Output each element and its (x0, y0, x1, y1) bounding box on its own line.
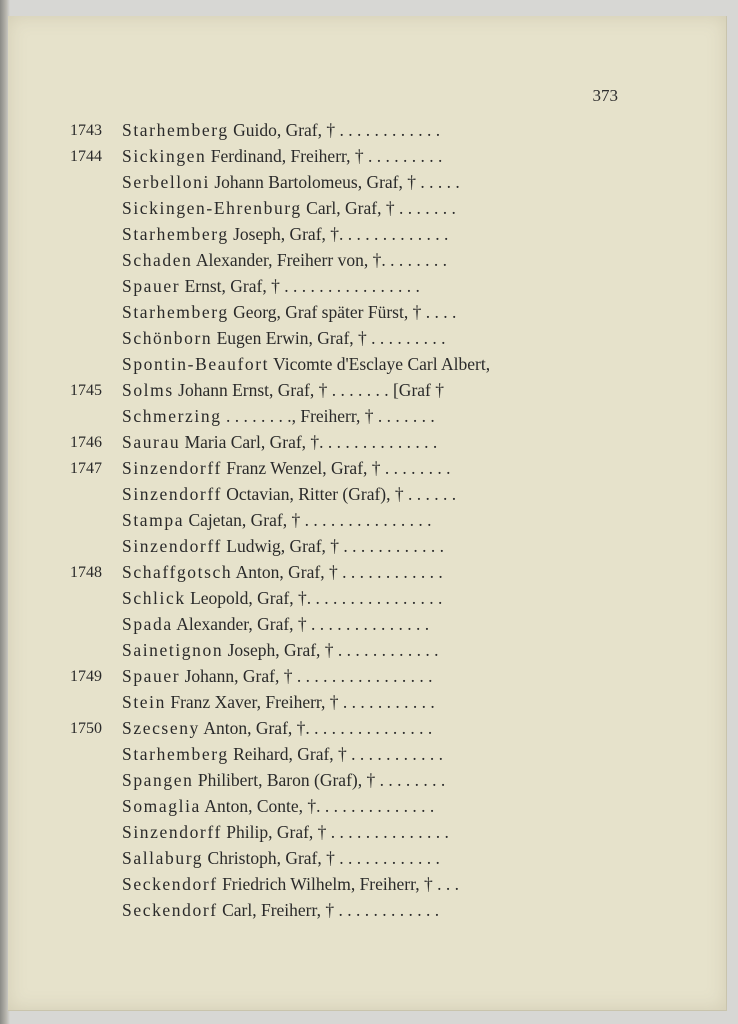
entry-year: 1745 (70, 382, 102, 399)
entry-text (122, 198, 614, 219)
entry-text (122, 380, 614, 401)
entry-text (122, 120, 614, 141)
entry-details: Octavian, Ritter (Graf), † . . . . . . (221, 484, 457, 504)
entry-details: . . . . . . . ., Freiherr, † . . . . . . . (221, 406, 435, 426)
list-item (0, 224, 738, 250)
entry-details: Leopold, Graf, †. . . . . . . . . . . . . . . . (185, 588, 443, 608)
entry-surname: Sinzendorff (122, 458, 222, 478)
list-item (0, 276, 738, 302)
list-item (0, 666, 738, 692)
entry-surname: Starhemberg (122, 224, 229, 244)
list-item (0, 692, 738, 718)
entry-surname: Sallaburg (122, 848, 204, 868)
entry-text (122, 848, 614, 869)
entry-surname: Starhemberg (122, 302, 229, 322)
list-item (0, 614, 738, 640)
list-item (0, 562, 738, 588)
entry-text (122, 484, 614, 505)
list-item (0, 900, 738, 926)
list-item (0, 848, 738, 874)
entry-details: Johann Ernst, Graf, † . . . . . . . [Graf † (173, 380, 444, 400)
entry-text (122, 588, 614, 609)
entry-text (122, 328, 614, 349)
entry-text (122, 432, 614, 453)
entry-surname: Spada (122, 614, 173, 634)
entry-surname: Serbelloni (122, 172, 210, 192)
list-item (0, 250, 738, 276)
entry-details: Philibert, Baron (Graf), † . . . . . . . . (193, 770, 446, 790)
entry-surname: Sickingen-Ehrenburg (122, 198, 302, 218)
entry-year: 1748 (70, 564, 102, 581)
page-number: 373 (592, 86, 618, 105)
entry-year: 1750 (70, 720, 102, 737)
entry-text (122, 666, 614, 687)
entry-year: 1744 (70, 148, 102, 165)
list-item (0, 640, 738, 666)
list-item (0, 510, 738, 536)
entry-details: Maria Carl, Graf, †. . . . . . . . . . . . . . (180, 432, 438, 452)
list-item (0, 172, 738, 198)
list-item (0, 302, 738, 328)
entry-surname: Sinzendorff (122, 822, 222, 842)
entry-text (122, 692, 614, 713)
entry-details: Eugen Erwin, Graf, † . . . . . . . . . (212, 328, 446, 348)
entry-details: Alexander, Graf, † . . . . . . . . . . . . . . (172, 614, 430, 634)
entry-surname: Stein (122, 692, 166, 712)
entry-text (122, 614, 614, 635)
entry-surname: Schmerzing (122, 406, 222, 426)
list-item (0, 380, 738, 406)
list-item (0, 588, 738, 614)
entry-details: Vicomte d'Esclaye Carl Albert, (269, 354, 491, 374)
entry-surname: Spauer (122, 666, 181, 686)
entry-details: Franz Xaver, Freiherr, † . . . . . . . . . . . (165, 692, 435, 712)
list-item (0, 718, 738, 744)
entry-text (122, 172, 614, 193)
entry-text (122, 718, 614, 739)
entry-surname: Seckendorf (122, 900, 218, 920)
entry-details: Anton, Graf, † . . . . . . . . . . . . (232, 562, 443, 582)
entry-surname: Szecseny (122, 718, 200, 738)
entry-details: Johann Bartolomeus, Graf, † . . . . . (209, 172, 460, 192)
entry-text (122, 770, 614, 791)
entry-surname: Seckendorf (122, 874, 218, 894)
entry-details: Georg, Graf später Fürst, † . . . . (228, 302, 457, 322)
entry-year: 1743 (70, 122, 102, 139)
entry-text (122, 276, 614, 297)
list-item (0, 822, 738, 848)
list-item (0, 744, 738, 770)
list-item (0, 770, 738, 796)
list-item (0, 874, 738, 900)
entry-text (122, 302, 614, 323)
entry-surname: Spangen (122, 770, 194, 790)
entry-surname: Schaden (122, 250, 193, 270)
entry-details: Carl, Graf, † . . . . . . . (301, 198, 456, 218)
entry-year: 1747 (70, 460, 102, 477)
entry-text (122, 562, 614, 583)
entry-text (122, 822, 614, 843)
entry-year: 1746 (70, 434, 102, 451)
entry-surname: Schaffgotsch (122, 562, 233, 582)
list-item (0, 458, 738, 484)
entry-details: Alexander, Freiherr von, †. . . . . . . . (192, 250, 447, 270)
entry-surname: Sinzendorff (122, 484, 222, 504)
entry-text (122, 146, 614, 167)
entry-surname: Spontin-Beaufort (122, 354, 270, 374)
list-item (0, 354, 738, 380)
list-item (0, 432, 738, 458)
entry-list (0, 120, 738, 926)
entry-year: 1749 (70, 668, 102, 685)
entry-surname: Starhemberg (122, 120, 229, 140)
entry-surname: Saurau (122, 432, 181, 452)
list-item (0, 796, 738, 822)
entry-text (122, 510, 614, 531)
entry-text (122, 224, 614, 245)
entry-details: Guido, Graf, † . . . . . . . . . . . . (228, 120, 441, 140)
entry-details: Ernst, Graf, † . . . . . . . . . . . . . . . . (180, 276, 420, 296)
entry-details: Johann, Graf, † . . . . . . . . . . . . . . . . (180, 666, 433, 686)
entry-surname: Sickingen (122, 146, 207, 166)
entry-surname: Schlick (122, 588, 186, 608)
entry-text (122, 900, 614, 921)
list-item (0, 406, 738, 432)
entry-details: Joseph, Graf, † . . . . . . . . . . . . (223, 640, 439, 660)
entry-details: Philip, Graf, † . . . . . . . . . . . . . . (221, 822, 449, 842)
entry-details: Joseph, Graf, †. . . . . . . . . . . . . (228, 224, 449, 244)
list-item (0, 146, 738, 172)
entry-details: Carl, Freiherr, † . . . . . . . . . . . . (217, 900, 440, 920)
entry-details: Christoph, Graf, † . . . . . . . . . . . . (203, 848, 440, 868)
list-item (0, 198, 738, 224)
list-item (0, 328, 738, 354)
entry-details: Franz Wenzel, Graf, † . . . . . . . . (221, 458, 451, 478)
list-item (0, 484, 738, 510)
entry-surname: Somaglia (122, 796, 201, 816)
entry-details: Anton, Graf, †. . . . . . . . . . . . . . . (199, 718, 433, 738)
entry-details: Cajetan, Graf, † . . . . . . . . . . . . . . . (184, 510, 432, 530)
entry-text (122, 874, 614, 895)
list-item (0, 536, 738, 562)
entry-surname: Stampa (122, 510, 185, 530)
entry-surname: Solms (122, 380, 174, 400)
entry-details: Friedrich Wilhelm, Freiherr, † . . . (217, 874, 459, 894)
entry-surname: Starhemberg (122, 744, 229, 764)
entry-text (122, 744, 614, 765)
entry-text (122, 640, 614, 661)
entry-surname: Spauer (122, 276, 181, 296)
entry-surname: Sinzendorff (122, 536, 222, 556)
entry-details: Anton, Conte, †. . . . . . . . . . . . . . (200, 796, 435, 816)
entry-surname: Schönborn (122, 328, 213, 348)
entry-surname: Sainetignon (122, 640, 224, 660)
entry-details: Reihard, Graf, † . . . . . . . . . . . (228, 744, 444, 764)
entry-text (122, 536, 614, 557)
entry-text (122, 406, 614, 427)
entry-text (122, 458, 614, 479)
entry-text (122, 250, 614, 271)
entry-text (122, 354, 614, 375)
entry-details: Ferdinand, Freiherr, † . . . . . . . . . (206, 146, 443, 166)
entry-text (122, 796, 614, 817)
entry-details: Ludwig, Graf, † . . . . . . . . . . . . (221, 536, 445, 556)
list-item (0, 120, 738, 146)
